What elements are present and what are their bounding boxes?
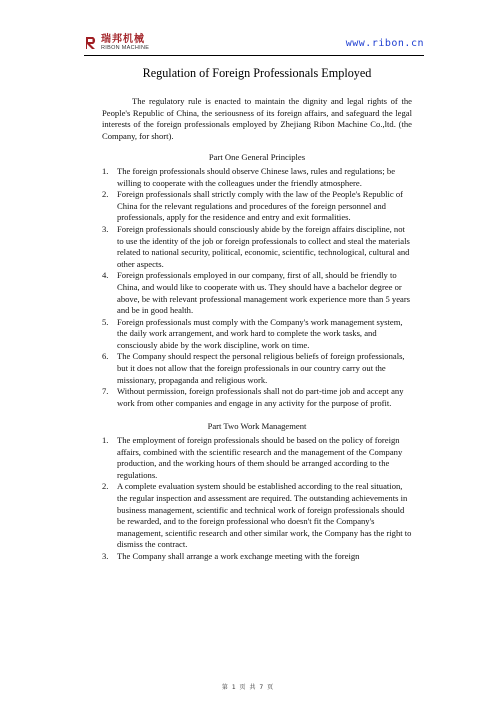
website-link[interactable]: www.ribon.cn [345,38,424,49]
list-item [102,270,412,316]
header-divider [84,55,424,56]
part-one-list [102,166,412,409]
list-item-text: The foreign professionals should observe Chinese laws, rules and regulations; be willing to cooperate with the colleagues under the friendly atmosphere. [117,165,396,188]
page-footer: 第 1 页 共 7 页 [221,684,275,691]
list-item-text: Without permission, foreign professionals shall not do part-time job and accept any work from other companies and engage in any activity for the purpose of profit. [117,386,404,408]
ribon-logo [84,34,154,54]
list-number: 2. [102,481,109,492]
list-number: 3. [102,223,109,234]
section-heading-part-one: Part One General Principles [208,152,306,163]
document-title: Regulation of Foreign Professionals Employed [142,66,372,80]
page-header [84,34,424,54]
list-item [102,166,412,189]
list-number: 6. [102,351,109,362]
list-item-text: Foreign professionals shall strictly comply with the law of the People's Republic of China for the relevant regulations and procedures of the foreign personnel and professionals, apply for the residence and entry and exit formalities. [117,189,404,223]
section-heading-part-two: Part Two Work Management [207,421,307,432]
logo-english-text: RIBON MACHINE [101,45,150,51]
list-number: 3. [102,550,109,561]
document-body [102,66,412,563]
list-number: 7. [102,386,109,397]
intro-text: The regulatory rule is enacted to maintain the dignity and legal rights of the People's Republic of China, the seriousness of its foreign affairs, and safeguard the legal interests of the foreign professionals employed by Zhejiang Ribon Machine Co.,ltd. (the Company, for short). [102,96,412,141]
list-number: 4. [102,270,109,281]
list-item-text: A complete evaluation system should be established according to the real situation, the regular inspection and assessment are required. The outstanding achievements in business management, scientific and technical work of foreign professionals should be rewarded, and to the foreign professional who doesn't fit the Company's management, scientific research and other similar work, the Company has the right to dismiss the contract. [117,481,412,550]
list-item-text: The employment of foreign professionals should be based on the policy of foreign affairs, combined with the scientific research and the management of the Company production, and the working hours of them should be arranged according to the regulations. [117,435,403,480]
list-item [102,481,412,551]
list-number: 2. [102,189,109,200]
list-item [102,189,412,224]
logo-chinese-text: 瑞邦机械 [101,34,145,45]
intro-paragraph [102,96,412,142]
list-item [102,435,412,481]
list-item [102,224,412,270]
list-item-text: Foreign professionals should consciously abide by the foreign affairs discipline, not to use the identity of the job or foreign professionals to collect and steal the materials related to national security, political, economic, scientific, technological, cultural and other aspects. [117,223,410,269]
list-item [102,551,412,563]
list-item [102,351,412,386]
list-item-text: The Company should respect the personal religious beliefs of foreign professionals, but it does not allow that the foreign professionals in our country carry out the missionary, propaganda and religious work. [117,351,405,385]
list-number: 5. [102,316,109,327]
list-item-text: Foreign professionals must comply with the Company's work management system, the daily work arrangement, and work hard to complete the work tasks, and consciously abide by the work discipline, work on time. [117,316,403,350]
part-two-list [102,435,412,563]
list-item [102,386,412,409]
list-number: 1. [102,165,109,176]
list-number: 1. [102,435,109,446]
list-item-text: The Company shall arrange a work exchange meeting with the foreign [117,550,360,561]
list-item-text: Foreign professionals employed in our company, first of all, should be friendly to China, and would like to cooperate with us. They should have a bachelor degree or above, be with relevant professional management work experience more than 5 years and be in good health. [117,270,411,316]
ribon-logo-mark-icon [84,35,100,51]
section-spacer [102,409,412,421]
list-item [102,317,412,352]
